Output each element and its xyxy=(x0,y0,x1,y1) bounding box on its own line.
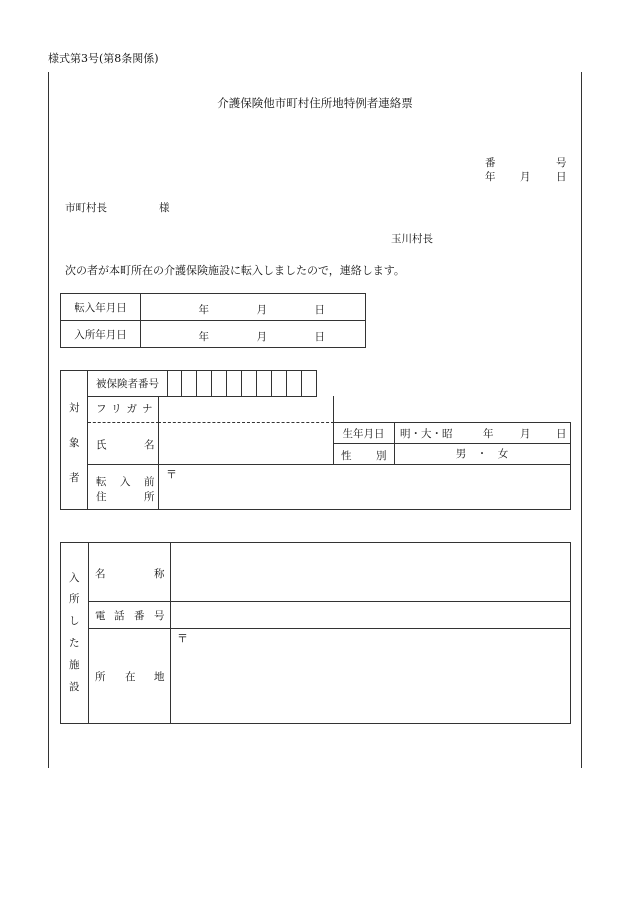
birth-month: 月 xyxy=(520,428,531,440)
prev-address-label-cell xyxy=(88,464,159,510)
prev-label-char-4: 住 xyxy=(96,491,107,503)
facility-side-char-6: 設 xyxy=(69,681,80,693)
transfer-date-row xyxy=(61,294,366,321)
facility-side-char-5: 施 xyxy=(69,659,80,671)
prev-label-char-5: 所 xyxy=(144,491,155,503)
admission-date-label: 入所年月日 xyxy=(61,321,141,348)
subject-side-char-1: 対 xyxy=(69,402,80,414)
number-label-ban: 番 xyxy=(485,157,496,169)
facility-postal-mark: 〒 xyxy=(177,632,188,645)
birth-field[interactable] xyxy=(394,422,571,444)
facility-phone-char-3: 番 xyxy=(134,610,145,622)
facility-side-char-2: 所 xyxy=(69,593,80,605)
name-field[interactable] xyxy=(158,422,334,465)
subject-side-char-3: 者 xyxy=(69,472,80,484)
sex-label-char-2: 別 xyxy=(376,450,387,462)
addressee: 市町村長 xyxy=(65,202,107,214)
admission-date-row xyxy=(61,321,366,348)
furigana-field[interactable] xyxy=(158,396,334,423)
facility-side-char-4: た xyxy=(69,637,80,649)
birth-year: 年 xyxy=(483,428,494,440)
sex-label-char-1: 性 xyxy=(341,450,352,462)
furigana-label: フリガナ xyxy=(88,396,159,423)
transfer-day: 日 xyxy=(314,303,325,316)
notice-text: 次の者が本町所在の介護保険施設に転入しましたので，連絡します。 xyxy=(65,264,405,277)
insured-number-label: 被保険者番号 xyxy=(88,370,168,397)
transfer-year: 年 xyxy=(198,303,209,316)
form-number-label: 様式第3号(第8条関係) xyxy=(48,52,159,65)
facility-address-field[interactable] xyxy=(170,628,571,724)
facility-address-label-cell xyxy=(88,628,171,724)
addressee-sama: 様 xyxy=(159,202,170,214)
prev-label-char-3: 前 xyxy=(144,476,155,488)
digit-box[interactable] xyxy=(257,370,272,397)
birth-day: 日 xyxy=(556,428,567,440)
birth-label: 生年月日 xyxy=(333,422,395,444)
digit-box[interactable] xyxy=(182,370,197,397)
name-label-cell xyxy=(88,422,159,465)
form-title: 介護保険他市町村住所地特例者連絡票 xyxy=(217,96,413,110)
facility-name-label-cell xyxy=(88,542,171,602)
subject-side-cell xyxy=(60,370,88,510)
dates-table xyxy=(60,293,366,348)
facility-name-char-1: 名 xyxy=(95,568,106,580)
date-label-day: 日 xyxy=(556,171,567,183)
frame-left-border xyxy=(48,72,49,768)
insured-number-boxes[interactable] xyxy=(167,370,317,397)
facility-address-char-1: 所 xyxy=(95,671,106,683)
facility-phone-char-2: 話 xyxy=(114,610,125,622)
prev-address-field[interactable] xyxy=(158,464,571,510)
number-label-go: 号 xyxy=(556,157,567,169)
admission-date-field[interactable] xyxy=(141,321,366,348)
prev-label-char-2: 入 xyxy=(120,476,131,488)
transfer-month: 月 xyxy=(256,303,267,316)
frame-right-border xyxy=(581,72,582,768)
facility-side-cell xyxy=(60,542,89,724)
name-label-char-1: 氏 xyxy=(96,439,107,451)
facility-side-char-3: し xyxy=(69,615,80,627)
prev-label-char-1: 転 xyxy=(96,476,107,488)
admission-year: 年 xyxy=(198,330,209,343)
digit-box[interactable] xyxy=(242,370,257,397)
name-label-char-2: 名 xyxy=(144,439,155,451)
admission-month: 月 xyxy=(256,330,267,343)
facility-phone-label-cell xyxy=(88,601,171,629)
transfer-date-field[interactable] xyxy=(141,294,366,321)
facility-phone-field[interactable] xyxy=(170,601,571,629)
facility-phone-char-1: 電 xyxy=(95,610,106,622)
sender-name: 玉川村長 xyxy=(391,233,433,245)
digit-box[interactable] xyxy=(227,370,242,397)
facility-name-field[interactable] xyxy=(170,542,571,602)
date-label-year: 年 xyxy=(485,171,496,183)
digit-box[interactable] xyxy=(287,370,302,397)
postal-mark: 〒 xyxy=(166,468,177,481)
digit-box[interactable] xyxy=(212,370,227,397)
sex-field[interactable]: 男 ・ 女 xyxy=(394,443,571,465)
subject-side-char-2: 象 xyxy=(69,437,80,449)
digit-box[interactable] xyxy=(197,370,212,397)
date-label-month: 月 xyxy=(520,171,531,183)
digit-box[interactable] xyxy=(167,370,182,397)
facility-name-char-2: 称 xyxy=(154,568,165,580)
digit-box[interactable] xyxy=(302,370,317,397)
admission-day: 日 xyxy=(314,330,325,343)
facility-phone-char-4: 号 xyxy=(154,610,165,622)
sex-label-cell xyxy=(333,443,395,465)
facility-address-char-2: 在 xyxy=(125,671,136,683)
birth-era: 明・大・昭 xyxy=(400,428,453,440)
transfer-date-label: 転入年月日 xyxy=(61,294,141,321)
facility-side-char-1: 入 xyxy=(69,572,80,584)
facility-address-char-3: 地 xyxy=(154,671,165,683)
digit-box[interactable] xyxy=(272,370,287,397)
